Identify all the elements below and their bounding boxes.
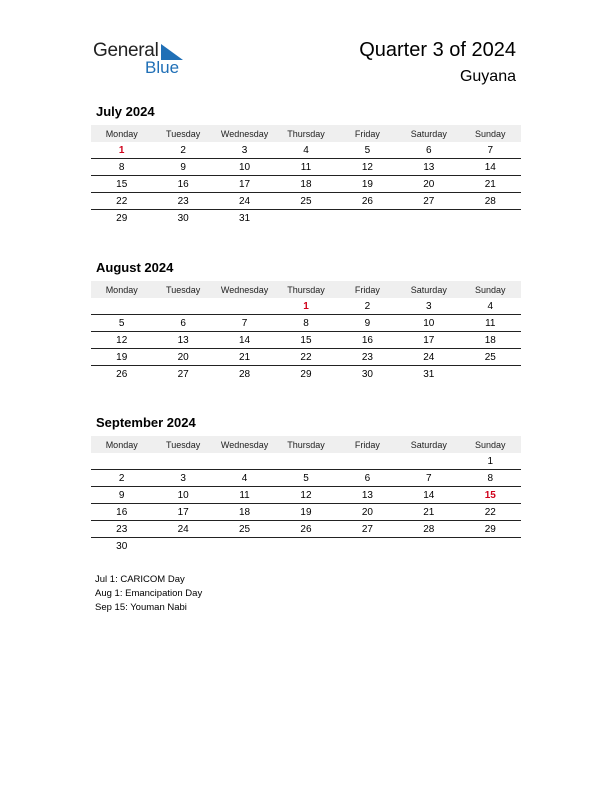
weekday-header: Tuesday <box>152 436 213 453</box>
week-row <box>91 193 521 210</box>
day-cell: 30 <box>177 212 189 224</box>
week-row <box>91 159 521 176</box>
weekday-header: Thursday <box>275 436 336 453</box>
day-cell: 25 <box>214 521 275 538</box>
week-row <box>91 210 521 227</box>
weekday-header: Thursday <box>275 125 336 142</box>
weekday-header: Saturday <box>398 436 459 453</box>
day-cell <box>214 298 275 315</box>
day-cell: 1 <box>91 142 152 159</box>
week-row <box>91 176 521 193</box>
day-cell: 25 <box>275 193 336 210</box>
week-row <box>91 315 521 332</box>
day-cell: 18 <box>214 504 275 521</box>
day-cell: 1 <box>275 298 336 315</box>
weekday-header: Sunday <box>460 125 521 142</box>
logo-general-text: General <box>93 40 159 61</box>
day-cell: 2 <box>337 298 398 315</box>
day-cell: 16 <box>337 332 398 349</box>
day-cell: 19 <box>275 504 336 521</box>
day-cell: 7 <box>398 470 459 487</box>
day-cell: 12 <box>337 159 398 176</box>
day-cell <box>398 538 459 555</box>
day-cell: 6 <box>152 315 213 332</box>
week-row <box>91 504 521 521</box>
day-cell: 31 <box>238 212 251 224</box>
day-cell <box>398 210 459 227</box>
weekday-header: Friday <box>337 436 398 453</box>
day-cell <box>152 538 213 555</box>
day-cell: 9 <box>337 315 398 332</box>
weekday-header: Thursday <box>275 281 336 298</box>
day-cell: 17 <box>214 176 275 193</box>
day-cell <box>337 453 398 470</box>
day-cell: 14 <box>460 159 521 176</box>
holiday-note: Aug 1: Emancipation Day <box>95 588 203 599</box>
day-cell: 15 <box>275 332 336 349</box>
day-cell: 10 <box>398 315 459 332</box>
week-row <box>91 470 521 487</box>
day-cell: 12 <box>91 332 152 349</box>
holiday-note: Sep 15: Youman Nabi <box>95 602 187 613</box>
day-cell: 12 <box>275 487 336 504</box>
day-cell: 20 <box>152 349 213 366</box>
day-cell: 25 <box>460 349 521 366</box>
weekday-header: Sunday <box>460 436 521 453</box>
day-cell: 22 <box>91 193 152 210</box>
day-cell: 23 <box>91 521 152 538</box>
day-cell: 29 <box>300 368 312 380</box>
weekday-header: Monday <box>91 436 152 453</box>
day-cell: 11 <box>275 159 336 176</box>
day-cell <box>152 298 213 315</box>
week-row <box>91 332 521 349</box>
month-august <box>91 260 521 382</box>
weekday-header: Sunday <box>460 281 521 298</box>
day-cell: 31 <box>423 368 435 380</box>
day-cell: 27 <box>337 521 398 538</box>
day-cell: 13 <box>337 487 398 504</box>
day-cell <box>337 538 398 555</box>
day-cell: 26 <box>275 521 336 538</box>
day-cell: 4 <box>275 142 336 159</box>
day-cell: 2 <box>152 142 213 159</box>
week-row <box>91 349 521 366</box>
week-row <box>91 487 521 504</box>
day-cell: 8 <box>91 159 152 176</box>
weekday-header: Tuesday <box>152 281 213 298</box>
day-cell: 5 <box>337 142 398 159</box>
day-cell: 16 <box>91 504 152 521</box>
day-cell: 28 <box>460 193 521 210</box>
day-cell: 18 <box>460 332 521 349</box>
day-cell: 14 <box>398 487 459 504</box>
day-cell: 16 <box>152 176 213 193</box>
day-cell: 19 <box>337 176 398 193</box>
day-cell <box>275 538 336 555</box>
day-cell: 3 <box>214 142 275 159</box>
week-row <box>91 366 521 383</box>
day-cell: 13 <box>152 332 213 349</box>
page-title: Quarter 3 of 2024 <box>359 39 516 61</box>
week-row <box>91 453 521 470</box>
logo-blue-text: Blue <box>145 58 180 77</box>
day-cell: 28 <box>238 368 251 380</box>
day-cell: 29 <box>116 212 128 224</box>
day-cell: 2 <box>91 470 152 487</box>
day-cell: 24 <box>398 349 459 366</box>
day-cell: 19 <box>91 349 152 366</box>
day-cell: 4 <box>460 298 521 315</box>
holiday-note: Jul 1: CARICOM Day <box>95 574 185 585</box>
weekday-header: Monday <box>91 281 152 298</box>
month-september <box>91 415 521 554</box>
day-cell: 28 <box>398 521 459 538</box>
day-cell: 4 <box>214 470 275 487</box>
day-cell: 24 <box>152 521 213 538</box>
weekday-header: Friday <box>337 125 398 142</box>
weekday-header: Saturday <box>398 281 459 298</box>
weekday-header-row <box>91 436 521 453</box>
day-cell: 20 <box>398 176 459 193</box>
weekday-header-row <box>91 281 521 298</box>
day-cell: 8 <box>275 315 336 332</box>
calendar-grid <box>91 436 521 554</box>
day-cell: 27 <box>177 368 189 380</box>
day-cell: 21 <box>214 349 275 366</box>
month-name: July 2024 <box>96 104 155 119</box>
day-cell: 20 <box>337 504 398 521</box>
day-cell: 13 <box>398 159 459 176</box>
holiday-notes <box>95 573 202 615</box>
week-row <box>91 538 521 555</box>
day-cell: 29 <box>460 521 521 538</box>
day-cell: 10 <box>214 159 275 176</box>
day-cell: 30 <box>116 540 128 552</box>
day-cell <box>214 538 275 555</box>
day-cell: 10 <box>152 487 213 504</box>
day-cell: 30 <box>361 368 373 380</box>
day-cell: 17 <box>152 504 213 521</box>
weekday-header: Saturday <box>398 125 459 142</box>
day-cell <box>91 298 152 315</box>
week-row <box>91 298 521 315</box>
weekday-header: Wednesday <box>214 436 275 453</box>
day-cell: 18 <box>275 176 336 193</box>
day-cell: 8 <box>460 470 521 487</box>
calendar-grid <box>91 281 521 382</box>
day-cell: 5 <box>91 315 152 332</box>
day-cell <box>337 210 398 227</box>
day-cell: 22 <box>275 349 336 366</box>
day-cell <box>275 210 336 227</box>
day-cell: 27 <box>398 193 459 210</box>
weekday-header: Tuesday <box>152 125 213 142</box>
day-cell: 23 <box>152 193 213 210</box>
day-cell: 15 <box>460 487 521 504</box>
day-cell <box>460 366 521 383</box>
weekday-header: Wednesday <box>214 125 275 142</box>
day-cell: 6 <box>337 470 398 487</box>
calendar-grid <box>91 125 521 226</box>
weekday-header: Wednesday <box>214 281 275 298</box>
day-cell: 9 <box>152 159 213 176</box>
day-cell: 24 <box>214 193 275 210</box>
day-cell: 26 <box>116 368 128 380</box>
day-cell: 14 <box>214 332 275 349</box>
weekday-header: Monday <box>91 125 152 142</box>
day-cell: 21 <box>398 504 459 521</box>
day-cell <box>460 538 521 555</box>
day-cell <box>152 453 213 470</box>
day-cell: 1 <box>460 453 521 470</box>
day-cell: 7 <box>460 142 521 159</box>
day-cell: 21 <box>460 176 521 193</box>
day-cell <box>214 453 275 470</box>
day-cell: 11 <box>214 487 275 504</box>
day-cell <box>398 453 459 470</box>
day-cell <box>460 210 521 227</box>
brand-logo <box>93 40 193 80</box>
day-cell: 3 <box>398 298 459 315</box>
month-name: August 2024 <box>96 260 174 275</box>
day-cell <box>91 453 152 470</box>
day-cell: 11 <box>460 315 521 332</box>
day-cell: 5 <box>275 470 336 487</box>
day-cell: 22 <box>460 504 521 521</box>
month-july <box>91 104 521 226</box>
country-name: Guyana <box>459 68 516 85</box>
week-row <box>91 521 521 538</box>
day-cell: 17 <box>398 332 459 349</box>
day-cell: 3 <box>152 470 213 487</box>
day-cell <box>275 453 336 470</box>
day-cell: 23 <box>337 349 398 366</box>
day-cell: 9 <box>91 487 152 504</box>
weekday-header-row <box>91 125 521 142</box>
month-name: September 2024 <box>96 415 196 430</box>
day-cell: 26 <box>337 193 398 210</box>
weekday-header: Friday <box>337 281 398 298</box>
day-cell: 15 <box>91 176 152 193</box>
day-cell: 7 <box>214 315 275 332</box>
week-row <box>91 142 521 159</box>
day-cell: 6 <box>398 142 459 159</box>
